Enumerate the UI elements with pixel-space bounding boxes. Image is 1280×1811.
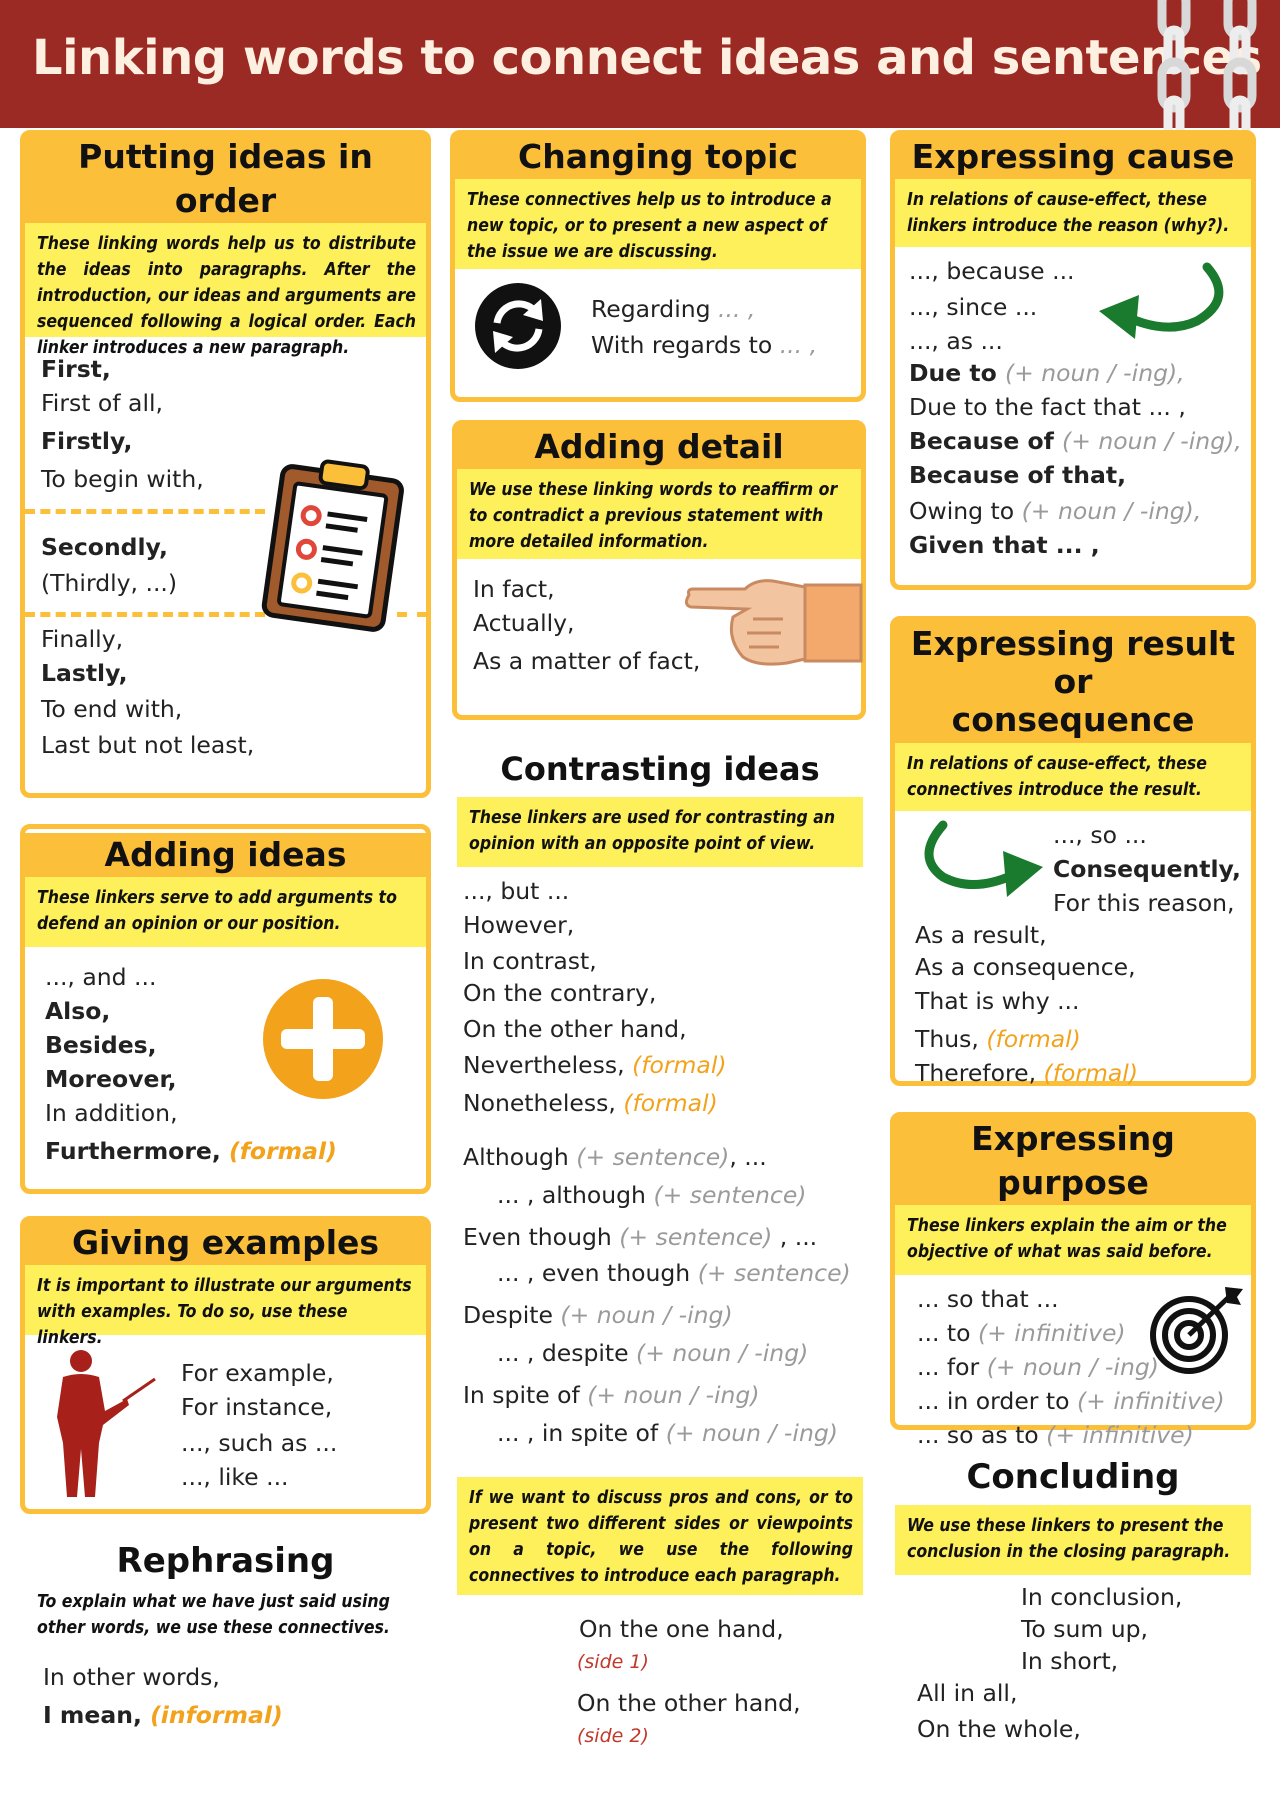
card-title: Adding ideas <box>25 833 426 877</box>
card-changing-topic <box>450 130 866 402</box>
list-item: Secondly, <box>41 533 168 561</box>
list-item: ..., but ... <box>463 877 570 905</box>
list-item: With regards to ... , <box>591 331 818 359</box>
list-item: As a consequence, <box>915 953 1136 981</box>
card-expressing-result <box>890 616 1256 1086</box>
list-item: (Thirdly, ...) <box>41 569 178 597</box>
list-item: Because of (+ noun / -ing), <box>909 427 1242 455</box>
teacher-pointer-icon <box>49 1347 159 1497</box>
list-item: ..., because ... <box>909 257 1075 285</box>
curved-arrow-left-icon <box>1087 259 1227 349</box>
card-body <box>455 269 861 379</box>
list-item: For instance, <box>181 1393 333 1421</box>
formal-note: (formal) <box>228 1137 337 1165</box>
list-item: However, <box>463 911 575 939</box>
list-item: ..., such as ... <box>181 1429 338 1457</box>
list-item: First, <box>41 355 111 383</box>
card-title: Rephrasing <box>116 1541 335 1581</box>
curved-arrow-right-icon <box>913 817 1053 907</box>
list-item: ..., since ... <box>909 293 1038 321</box>
card-description: We use these linking words to reaffirm or to contradict a previous statement with more detailed information. <box>457 469 861 559</box>
divider <box>25 509 265 514</box>
card-title: Changing topic <box>455 135 861 179</box>
card-body <box>25 337 426 847</box>
list-item: I mean, (informal) <box>43 1701 283 1729</box>
card-description: These linkers are used for contrasting an opinion with an opposite point of view. <box>457 797 863 867</box>
card-title: Putting ideas in order <box>25 135 426 223</box>
card-description: These linking words help us to distribute the ideas into paragraphs. After the introduction, our ideas and arguments are sequenced following a logical order. Each linker introduces a new paragraph. <box>25 223 426 337</box>
list-item: ..., so ... <box>1053 821 1147 849</box>
list-item: For example, <box>181 1359 334 1387</box>
plus-circle-icon <box>261 977 385 1101</box>
list-item: Furthermore, (formal) <box>45 1137 337 1165</box>
list-item: Even though (+ sentence) , ... <box>463 1223 818 1251</box>
list-item: First of all, <box>41 389 163 417</box>
list-item: Thus, (formal) <box>915 1025 1081 1053</box>
card-rephrasing <box>20 1530 431 1750</box>
card-description: These linkers explain the aim or the objective of what was said before. <box>895 1205 1251 1275</box>
list-item: ... so that ... <box>917 1285 1059 1313</box>
chain-icon <box>1150 0 1275 128</box>
card-expressing-cause <box>890 130 1256 590</box>
list-item: ... to (+ infinitive) <box>917 1319 1126 1347</box>
list-item: In fact, <box>473 575 555 603</box>
list-item: To sum up, <box>1021 1615 1148 1643</box>
card-title: Contrasting ideas <box>500 750 820 788</box>
list-item: Because of that, <box>909 461 1127 489</box>
list-item: ... so as to (+ infinitive) <box>917 1421 1194 1449</box>
list-item: On the other hand, <box>577 1689 801 1717</box>
list-item: ... , in spite of (+ noun / -ing) <box>497 1419 838 1447</box>
list-item: ..., like ... <box>181 1463 289 1491</box>
refresh-icon <box>475 283 561 369</box>
list-item: As a result, <box>915 921 1047 949</box>
page-title: Linking words to connect ideas and sentences <box>32 30 1262 86</box>
list-item: ..., as ... <box>909 327 1003 355</box>
list-item: As a matter of fact, <box>473 647 701 675</box>
list-item: ... , despite (+ noun / -ing) <box>497 1339 809 1367</box>
header-banner <box>0 0 1280 128</box>
list-item: Besides, <box>45 1031 157 1059</box>
list-item: Moreover, <box>45 1065 177 1093</box>
card-description: These connectives help us to introduce a new topic, or to present a new aspect of the issue we are discussing. <box>455 179 861 269</box>
card-body <box>25 1335 426 1515</box>
list-item: On the contrary, <box>463 979 657 1007</box>
list-item: Owing to (+ noun / -ing), <box>909 497 1202 525</box>
card-concluding <box>890 1450 1256 1750</box>
card-expressing-purpose <box>890 1112 1256 1449</box>
list-item: Despite (+ noun / -ing) <box>463 1301 733 1329</box>
list-item: Last but not least, <box>41 731 255 759</box>
divider <box>25 612 265 617</box>
pointing-hand-icon <box>683 573 863 669</box>
card-giving-examples <box>20 1216 431 1514</box>
list-item: ... , although (+ sentence) <box>497 1181 807 1209</box>
list-item: ... in order to (+ infinitive) <box>917 1387 1225 1415</box>
target-icon <box>1147 1285 1245 1377</box>
pros-cons-description: If we want to discuss pros and cons, or to present two different sides or viewpoints on a topic, we use the following connectives to introduce each paragraph. <box>457 1477 863 1595</box>
card-title: Giving examples <box>25 1221 426 1265</box>
card-title: Expressing purpose <box>895 1117 1251 1205</box>
side-label: (side 1) <box>577 1651 649 1673</box>
list-item: In spite of (+ noun / -ing) <box>463 1381 760 1409</box>
card-adding-detail <box>452 420 866 720</box>
clipboard-checklist-icon <box>263 457 413 632</box>
list-item: ..., and ... <box>45 963 157 991</box>
list-item: In conclusion, <box>1021 1583 1183 1611</box>
list-item: ... for (+ noun / -ing) <box>917 1353 1159 1381</box>
list-item: Consequently, <box>1053 855 1241 883</box>
list-item: That is why ... <box>915 987 1080 1015</box>
card-title: Expressing result or consequence <box>895 621 1251 743</box>
list-item: In short, <box>1021 1647 1119 1675</box>
list-item: In addition, <box>45 1099 178 1127</box>
list-item: Firstly, <box>41 427 133 455</box>
card-body <box>25 947 426 1197</box>
list-item: Lastly, <box>41 659 128 687</box>
card-body <box>457 867 863 1477</box>
list-item: To end with, <box>41 695 183 723</box>
card-description: These linkers serve to add arguments to defend an opinion or our position. <box>25 877 426 947</box>
card-title: Expressing cause <box>895 135 1251 179</box>
informal-note: (informal) <box>150 1701 283 1729</box>
card-body <box>25 1651 426 1751</box>
card-adding-ideas <box>20 824 431 1194</box>
list-item: On the one hand, <box>579 1615 784 1643</box>
list-item: Finally, <box>41 625 124 653</box>
list-item: For this reason, <box>1053 889 1235 917</box>
card-description: It is important to illustrate our arguments with examples. To do so, use these linkers. <box>25 1265 426 1335</box>
sides-body <box>457 1595 863 1755</box>
card-body <box>895 247 1251 587</box>
list-item: On the other hand, <box>463 1015 687 1043</box>
list-item: To begin with, <box>41 465 204 493</box>
list-item: Therefore, (formal) <box>915 1059 1139 1087</box>
list-item: On the whole, <box>917 1715 1081 1743</box>
card-title: Concluding <box>966 1457 1180 1497</box>
list-item: In other words, <box>43 1663 220 1691</box>
list-item: Nevertheless, (formal) <box>463 1051 727 1079</box>
list-item: Given that ... , <box>909 531 1100 559</box>
card-description: We use these linkers to present the conclusion in the closing paragraph. <box>895 1505 1251 1575</box>
card-title: Adding detail <box>457 425 861 469</box>
list-item: Due to the fact that ... , <box>909 393 1186 421</box>
side-label: (side 2) <box>577 1725 649 1747</box>
card-description: In relations of cause-effect, these connectives introduce the result. <box>895 743 1251 811</box>
card-putting-ideas-in-order <box>20 130 431 798</box>
card-contrasting-ideas <box>452 738 868 1758</box>
card-body <box>895 1275 1251 1465</box>
list-item: Actually, <box>473 609 575 637</box>
list-item: Due to (+ noun / -ing), <box>909 359 1185 387</box>
card-description: To explain what we have just said using other words, we use these connectives. <box>37 1592 390 1638</box>
list-item: Regarding ... , <box>591 295 756 323</box>
list-item: ... , even though (+ sentence) <box>497 1259 851 1287</box>
card-body <box>457 559 861 689</box>
card-body <box>895 811 1251 1111</box>
list-item: All in all, <box>917 1679 1018 1707</box>
list-item: Also, <box>45 997 111 1025</box>
list-item: In contrast, <box>463 947 597 975</box>
list-item: Nonetheless, (formal) <box>463 1089 718 1117</box>
list-item: Although (+ sentence), ... <box>463 1143 767 1171</box>
card-body <box>895 1575 1251 1745</box>
card-description: In relations of cause-effect, these linkers introduce the reason (why?). <box>895 179 1251 247</box>
